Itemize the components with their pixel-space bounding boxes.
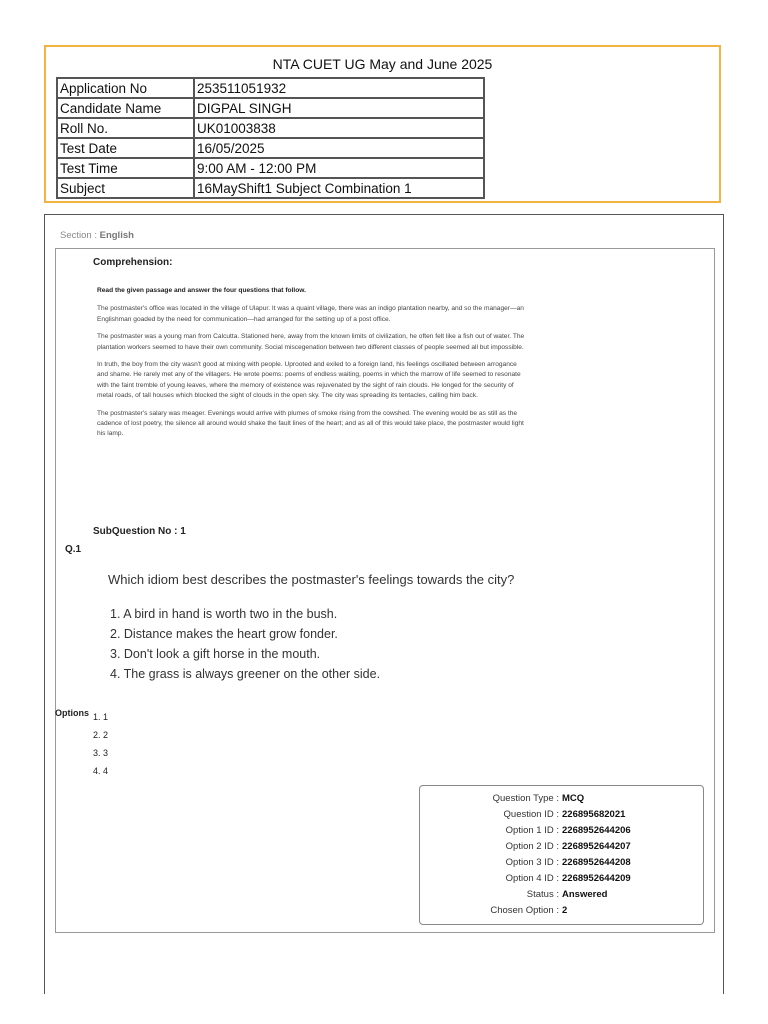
meta-value: 2268952644207 [562,841,631,852]
meta-row [419,889,704,905]
option-item: 2. 2 [93,730,109,740]
meta-label: Question ID : [503,809,559,820]
info-value: 16MayShift1 Subject Combination 1 [194,178,484,198]
table-row [57,118,484,138]
meta-value: 2 [562,905,568,916]
comprehension-passage [97,286,525,447]
meta-value: 2268952644206 [562,825,631,836]
passage-paragraph: The postmaster's office was located in the village of Ulapur. It was a quaint village, there was an indigo plantation nearby, and so the manager—an Englishman goaded by the need for communication—had arranged for the setting up of a post office. [97,305,524,323]
option-item: 1. 1 [93,712,109,722]
section-prefix: Section : [60,230,100,241]
meta-label: Option 2 ID : [505,841,559,852]
info-value: UK01003838 [194,118,484,138]
answer-choice: 1. A bird in hand is worth two in the bush. [110,607,338,621]
question-text: Which idiom best describes the postmaster's feelings towards the city? [108,572,515,587]
answer-choices [110,604,380,684]
passage-instruction: Read the given passage and answer the four questions that follow. [97,287,306,294]
info-value: DIGPAL SINGH [194,98,484,118]
table-row [57,138,484,158]
meta-row [419,857,704,873]
meta-value: 2268952644208 [562,857,631,868]
meta-row [419,905,704,921]
passage-paragraph: The postmaster's salary was meager. Evenings would arrive with plumes of smoke rising from the cowshed. The evening would be as still as the cadence of lost poetry, the silence all around would shake the fault lines of the heart; and as all of this would take place, the postmaster would light his lamp. [97,409,524,438]
passage-paragraph: In truth, the boy from the city wasn't good at mixing with people. Uprooted and exiled to a foreign land, his feelings oscillated between arrogance and shame. He rarely met any of the villagers. He wrote poems: poems of endless waiting, poems in which the marrow of life seemed to resonate with the faint tremble of young leaves, where the memory of existence was rejuvenated by the sight of rain clouds. He longed for the security of metal roads, of tall houses which blocked the sight of clouds in the open sky. The city was spreading its tentacles, calling him back. [97,361,521,400]
info-value: 253511051932 [194,78,484,98]
meta-label: Option 4 ID : [505,873,559,884]
meta-row [419,809,704,825]
meta-label: Question Type : [492,793,559,804]
meta-row [419,873,704,889]
meta-row [419,841,704,857]
table-row [57,158,484,178]
meta-row [419,825,704,841]
options-list [93,708,108,780]
table-row [57,98,484,118]
info-value: 16/05/2025 [194,138,484,158]
info-value: 9:00 AM - 12:00 PM [194,158,484,178]
meta-value: MCQ [562,793,585,804]
section-name: English [99,230,134,241]
answer-choice: 2. Distance makes the heart grow fonder. [110,627,338,641]
meta-label: Option 3 ID : [505,857,559,868]
passage-paragraph: The postmaster was a young man from Calcutta. Stationed here, away from the known limits of civilization, he often felt like a fish out of water. The plantation workers seemed to have their own community. Social miscegenation between two different classes of people seemed all but impossible. [97,333,525,351]
info-label: Application No [57,78,194,98]
table-row [57,78,484,98]
section-label [60,230,134,241]
table-row [57,178,484,198]
candidate-info-table [56,77,485,199]
subquestion-number: SubQuestion No : 1 [93,526,186,537]
info-label: Candidate Name [57,98,194,118]
meta-label: Status : [526,889,559,900]
comprehension-heading: Comprehension: [93,257,173,268]
meta-value: 226895682021 [562,809,626,820]
meta-value: 2268952644209 [562,873,631,884]
option-item: 4. 4 [93,766,109,776]
options-label: Options [55,708,89,718]
exam-title: NTA CUET UG May and June 2025 [272,56,493,72]
info-label: Subject [57,178,194,198]
meta-label: Chosen Option : [490,905,559,916]
info-label: Roll No. [57,118,194,138]
answer-choice: 3. Don't look a gift horse in the mouth. [110,647,321,661]
option-item: 3. 3 [93,748,109,758]
answer-choice: 4. The grass is always greener on the other side. [110,667,381,681]
question-number: Q.1 [65,544,82,555]
meta-label: Option 1 ID : [505,825,559,836]
meta-value: Answered [562,889,608,900]
meta-row [419,793,704,809]
info-label: Test Date [57,138,194,158]
info-label: Test Time [57,158,194,178]
